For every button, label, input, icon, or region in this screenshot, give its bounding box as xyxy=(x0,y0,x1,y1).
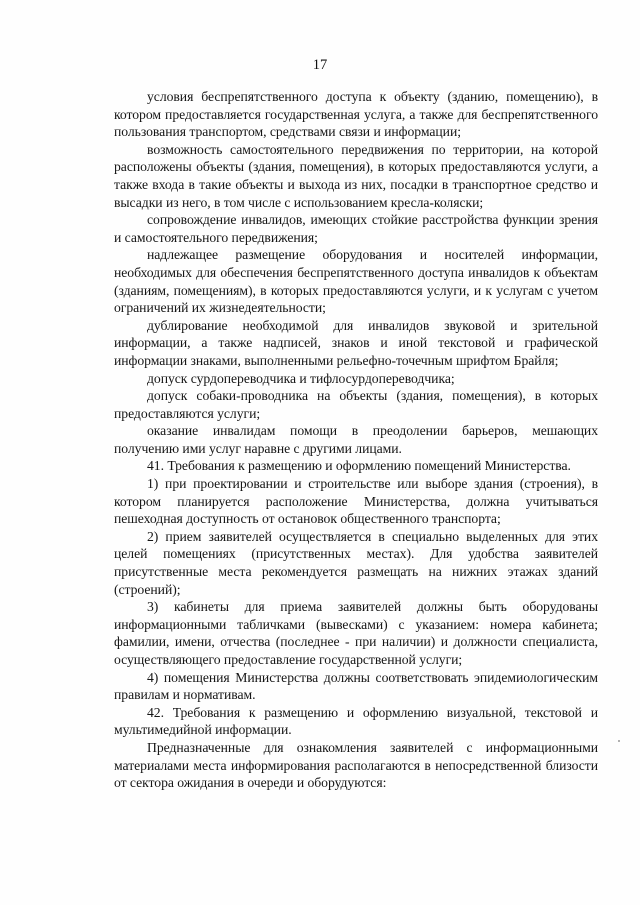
paragraph: сопровождение инвалидов, имеющих стойкие расстройства функции зрения и самостоятельного передвижения; xyxy=(114,212,598,245)
scan-speck xyxy=(618,740,620,742)
document-body xyxy=(114,88,598,792)
section-heading: 41. Требования к размещению и оформлению помещений Министерства. xyxy=(147,458,571,474)
paragraph: допуск собаки-проводника на объекты (здания, помещения), в которых предоставляются услуги; xyxy=(114,388,598,421)
paragraph: Предназначенные для ознакомления заявителей с информационными материалами места информирования располагаются в непосредственной близости от сектора ожидания в очереди и оборудуются: xyxy=(114,739,598,791)
paragraph: 2) прием заявителей осуществляется в специально выделенных для этих целей помещениях (присутственных местах). Для удобства заявителей присутственные места рекомендуется размещать на нижних этажах зданий (строений); xyxy=(114,528,598,597)
paragraph: условия беспрепятственного доступа к объекту (зданию, помещению), в котором предоставляется государственная услуга, а также для беспрепятственного пользования транспортом, средствами связи и информации; xyxy=(114,89,598,140)
paragraph: 1) при проектировании и строительстве или выборе здания (строения), в котором планируется расположение Министерства, должна учитываться пешеходная доступность от остановок общественного транспорта; xyxy=(114,476,598,527)
paragraph: дублирование необходимой для инвалидов звуковой и зрительной информации, а также надписей, знаков и иной текстовой и графической информации знаками, выполненными рельефно-точечным шрифтом Брайля; xyxy=(114,317,598,368)
page-number: 17 xyxy=(312,57,328,73)
paragraph: оказание инвалидам помощи в преодолении барьеров, мешающих получению ими услуг наравне с другими лицами. xyxy=(114,423,598,456)
paragraph: 3) кабинеты для приема заявителей должны быть оборудованы информационными табличками (вывесками) с указанием: номера кабинета; фамилии, имени, отчества (последнее - при наличии) и должности специалиста, осуществляющего предоставление государственной услуги; xyxy=(114,599,598,667)
paragraph: возможность самостоятельного передвижения по территории, на которой расположены объекты (здания, помещения), в которых предоставляются услуги, а также входа в такие объекты и выхода из них, посадки в транспортное средство и высадки из него, в том числе с использованием кресла-коляски; xyxy=(114,141,598,210)
section-heading: 42. Требования к размещению и оформлению визуальной, текстовой и мультимедийной информации. xyxy=(114,704,598,738)
paragraph: допуск сурдопереводчика и тифлосурдопереводчика; xyxy=(147,370,455,386)
paragraph: надлежащее размещение оборудования и носителей информации, необходимых для обеспечения беспрепятственного доступа инвалидов к объектам (зданиям, помещениям), в которых предоставляются услуги, и к услугам с учетом ограничений их жизнедеятельности; xyxy=(114,247,598,316)
paragraph: 4) помещения Министерства должны соответствовать эпидемиологическим правилам и нормативам. xyxy=(114,669,598,703)
